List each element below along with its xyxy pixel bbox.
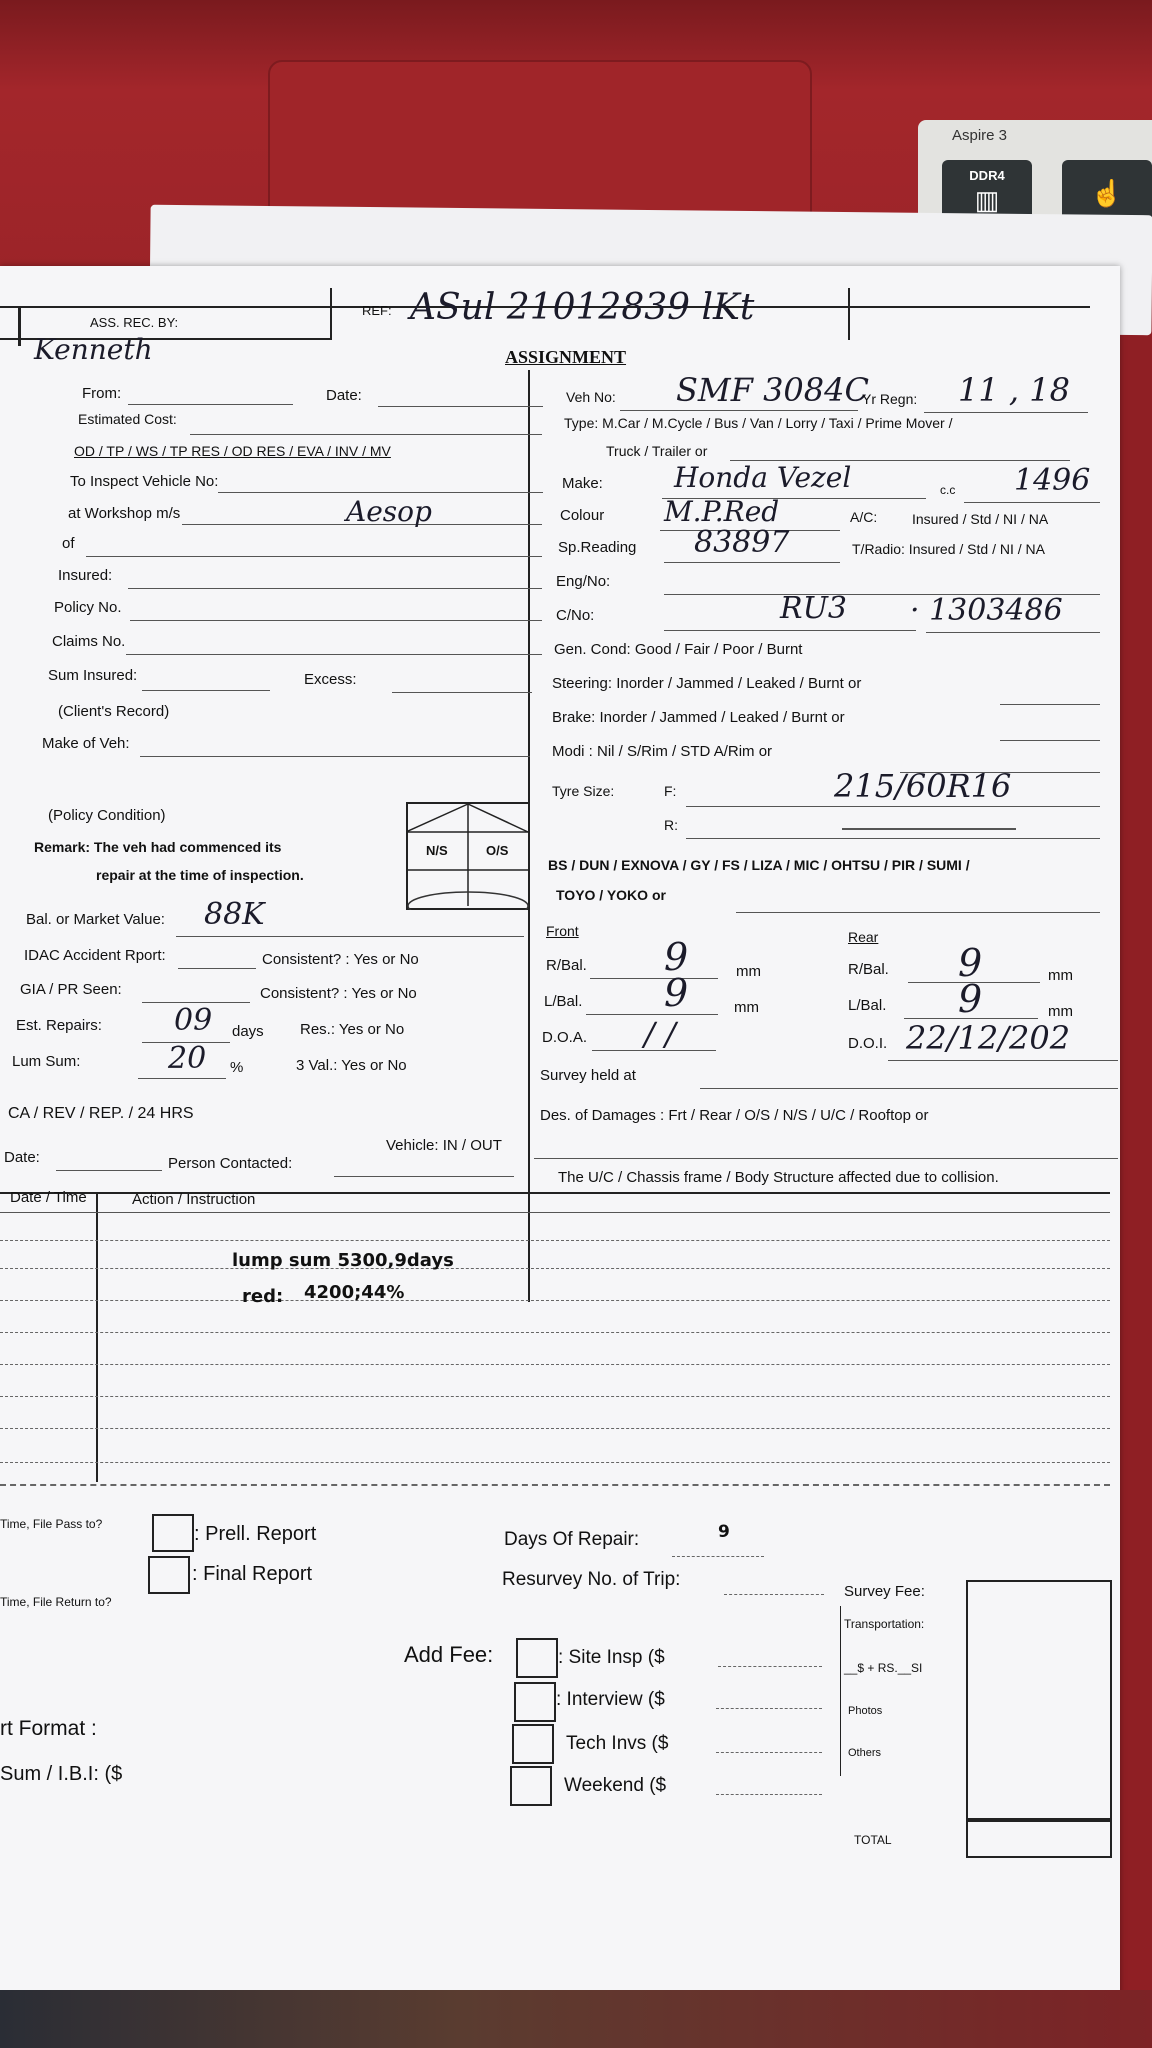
vehicle-type-options: Type: M.Car / M.Cycle / Bus / Van / Lorry / Taxi / Prime Mover / — [564, 415, 953, 431]
others-label: Others — [848, 1747, 882, 1759]
ac-options: Insured / Std / NI / NA — [912, 511, 1049, 527]
site-insp-checkbox[interactable] — [516, 1638, 558, 1678]
transportation-label: Transportation: — [844, 1617, 925, 1631]
log-entry-2-label: red: — [242, 1286, 284, 1307]
rear-lbal-mm: mm — [1048, 1003, 1073, 1020]
front-lbal-value: 9 — [664, 971, 689, 1015]
ref-value: ASul 21012839 lKt — [410, 287, 755, 328]
tyre-brands-2: TOYO / YOKO or — [556, 887, 666, 903]
eng-no-label: Eng/No: — [556, 573, 611, 590]
gen-cond-options: Gen. Cond: Good / Fair / Poor / Burnt — [554, 641, 803, 658]
percent-label: % — [230, 1059, 244, 1076]
excess-label: Excess: — [304, 671, 357, 688]
make-of-veh-label: Make of Veh: — [42, 735, 130, 752]
bal-market-label: Bal. or Market Value: — [26, 911, 165, 928]
total-label: TOTAL — [854, 1833, 892, 1847]
to-inspect-label: To Inspect Vehicle No: — [70, 473, 219, 490]
res-label: Res.: Yes or No — [300, 1021, 405, 1038]
log-entry-1: lump sum 5300,9days — [232, 1250, 454, 1271]
veh-no-label: Veh No: — [566, 389, 616, 405]
tyre-front-size: 215/60R16 — [834, 767, 1012, 805]
site-insp-label: : Site Insp ($ — [558, 1647, 665, 1668]
action-instruction-header: Action / Instruction — [132, 1191, 256, 1208]
sp-reading-value: 83897 — [694, 525, 790, 560]
doa-value: / / — [644, 1015, 676, 1053]
remark-line-2: repair at the time of inspection. — [96, 867, 304, 883]
tech-invs-label: Tech Invs ($ — [566, 1733, 669, 1754]
s-rs-label: __$ + RS.__SI — [844, 1661, 923, 1675]
time-file-return-label: Time, File Return to? — [0, 1595, 112, 1609]
assessor-name: Kenneth — [34, 333, 153, 366]
claims-no-label: Claims No. — [52, 633, 126, 650]
steering-options: Steering: Inorder / Jammed / Leaked / Burnt or — [552, 675, 862, 692]
of-label: of — [62, 535, 75, 552]
tyre-front-label: F: — [664, 783, 677, 799]
policy-condition: (Policy Condition) — [48, 807, 166, 824]
front-rbal-value: 9 — [664, 935, 689, 979]
doi-value: 22/12/202 — [906, 1019, 1071, 1057]
interview-label: : Interview ($ — [556, 1689, 665, 1710]
three-val-label: 3 Val.: Yes or No — [296, 1057, 407, 1074]
os-label: O/S — [486, 843, 509, 858]
rear-lbal-label: L/Bal. — [848, 997, 887, 1014]
memory-chip-icon: ▥ — [974, 185, 1000, 215]
yr-regn-value: 11 , 18 — [958, 371, 1070, 409]
ns-label: N/S — [426, 843, 448, 858]
ddr4-label: DDR4 — [969, 168, 1005, 183]
survey-fee-box — [966, 1580, 1112, 1820]
person-contacted-label: Person Contacted: — [168, 1155, 293, 1172]
front-lbal-mm: mm — [734, 999, 759, 1016]
sp-reading-label: Sp.Reading — [558, 539, 637, 556]
survey-fee-label: Survey Fee: — [844, 1583, 925, 1600]
rear-rbal-value: 9 — [958, 941, 983, 985]
uc-chassis-note: The U/C / Chassis frame / Body Structure affected due to collision. — [558, 1169, 999, 1186]
tradio-options: T/Radio: Insured / Std / NI / NA — [852, 541, 1045, 557]
veh-no-value: SMF 3084C — [676, 371, 869, 409]
prelim-report-checkbox[interactable] — [152, 1514, 194, 1552]
form-title: ASSIGNMENT — [505, 347, 627, 367]
insured-label: Insured: — [58, 567, 113, 584]
gia-consistent: Consistent? : Yes or No — [260, 985, 417, 1002]
car-roof-diagram — [406, 802, 530, 910]
resurvey-label: Resurvey No. of Trip: — [502, 1569, 681, 1590]
vehicle-type-options-2: Truck / Trailer or — [606, 443, 708, 459]
survey-held-label: Survey held at — [540, 1067, 636, 1084]
c-no-label: C/No: — [556, 607, 595, 624]
make-label: Make: — [562, 475, 603, 492]
desk-surface — [0, 1990, 1152, 2048]
days-label: days — [232, 1023, 264, 1040]
days-of-repair-value: 9 — [718, 1522, 730, 1542]
brake-options: Brake: Inorder / Jammed / Leaked / Burnt or — [552, 709, 845, 726]
doa-label: D.O.A. — [542, 1029, 588, 1046]
date-time-header: Date / Time — [10, 1189, 87, 1206]
bal-market-value: 88K — [204, 897, 265, 932]
ass-rec-by-label: ASS. REC. BY: — [90, 315, 179, 330]
front-rbal-mm: mm — [736, 963, 761, 980]
est-repairs-value: 09 — [174, 1003, 213, 1038]
weekend-label: Weekend ($ — [564, 1775, 667, 1796]
front-lbal-label: L/Bal. — [544, 993, 583, 1010]
rear-rbal-mm: mm — [1048, 967, 1073, 984]
photos-label: Photos — [848, 1705, 883, 1717]
yr-regn-label: Yr Regn: — [862, 391, 918, 407]
total-box — [966, 1820, 1112, 1858]
colour-label: Colour — [560, 507, 605, 524]
prelim-report-label: : Prell. Report — [194, 1523, 317, 1545]
interview-checkbox[interactable] — [514, 1682, 556, 1722]
tyre-brands-1: BS / DUN / EXNOVA / GY / FS / LIZA / MIC / OHTSU / PIR / SUMI / — [548, 857, 970, 873]
days-of-repair-label: Days Of Repair: — [504, 1529, 640, 1550]
policy-no-label: Policy No. — [54, 599, 122, 616]
rear-lbal-value: 9 — [958, 977, 983, 1021]
cc-label: c.c — [940, 483, 956, 497]
date-label: Date: — [326, 387, 362, 404]
weekend-checkbox[interactable] — [510, 1766, 552, 1806]
front-rbal-label: R/Bal. — [546, 957, 587, 974]
ca-rev-options: CA / REV / REP. / 24 HRS — [8, 1105, 194, 1122]
idac-consistent: Consistent? : Yes or No — [262, 951, 419, 968]
make-value: Honda Vezel — [674, 461, 852, 494]
log-entry-2-value: 4200;44% — [304, 1282, 405, 1303]
time-file-pass-label: Time, File Pass to? — [0, 1517, 103, 1531]
est-repairs-label: Est. Repairs: — [16, 1017, 102, 1034]
doi-label: D.O.I. — [848, 1035, 888, 1052]
rear-label: Rear — [848, 929, 879, 945]
ref-label: REF: — [362, 303, 392, 318]
modi-options: Modi : Nil / S/Rim / STD A/Rim or — [552, 743, 773, 760]
colour-value: M.P.Red — [664, 495, 780, 528]
clients-record: (Client's Record) — [58, 703, 170, 720]
lum-sum-label: Lum Sum: — [12, 1053, 81, 1070]
vehicle-in-out: Vehicle: IN / OUT — [386, 1137, 502, 1154]
estimated-cost-label: Estimated Cost: — [78, 411, 177, 427]
c-no-value-number: · 1303486 — [910, 593, 1063, 628]
from-label: From: — [82, 385, 122, 402]
add-fee-label: Add Fee: — [404, 1642, 494, 1667]
lum-sum-value: 20 — [168, 1041, 207, 1076]
front-label: Front — [546, 923, 579, 939]
rear-rbal-label: R/Bal. — [848, 961, 889, 978]
des-of-damages-options: Des. of Damages : Frt / Rear / O/S / N/S / U/C / Rooftop or — [540, 1107, 929, 1124]
tech-invs-checkbox[interactable] — [512, 1724, 554, 1764]
gia-pr-label: GIA / PR Seen: — [20, 981, 122, 998]
report-format-label: rt Format : — [0, 1717, 97, 1740]
laptop-model-label: Aspire 3 — [952, 127, 1008, 144]
workshop-label: at Workshop m/s — [68, 505, 181, 522]
sum-insured-label: Sum Insured: — [48, 667, 138, 684]
final-report-label: : Final Report — [192, 1563, 313, 1585]
assignment-form-sheet — [0, 266, 1120, 2006]
sum-ibi-label: Sum / I.B.I: ($ — [0, 1763, 123, 1785]
date2-label: Date: — [4, 1149, 40, 1166]
cc-value: 1496 — [1014, 463, 1091, 498]
tyre-size-label: Tyre Size: — [552, 783, 615, 799]
remark-line-1: Remark: The veh had commenced its — [34, 839, 282, 855]
idac-label: IDAC Accident Rport: — [24, 947, 166, 964]
touch-hand-icon: ☝ — [1090, 178, 1124, 208]
workshop-value: Aesop — [346, 495, 432, 528]
c-no-value-prefix: RU3 — [780, 591, 847, 626]
ac-label: A/C: — [850, 509, 878, 525]
claim-types: OD / TP / WS / TP RES / OD RES / EVA / INV / MV — [74, 443, 391, 459]
tyre-rear-label: R: — [664, 817, 678, 833]
final-report-checkbox[interactable] — [148, 1556, 190, 1594]
